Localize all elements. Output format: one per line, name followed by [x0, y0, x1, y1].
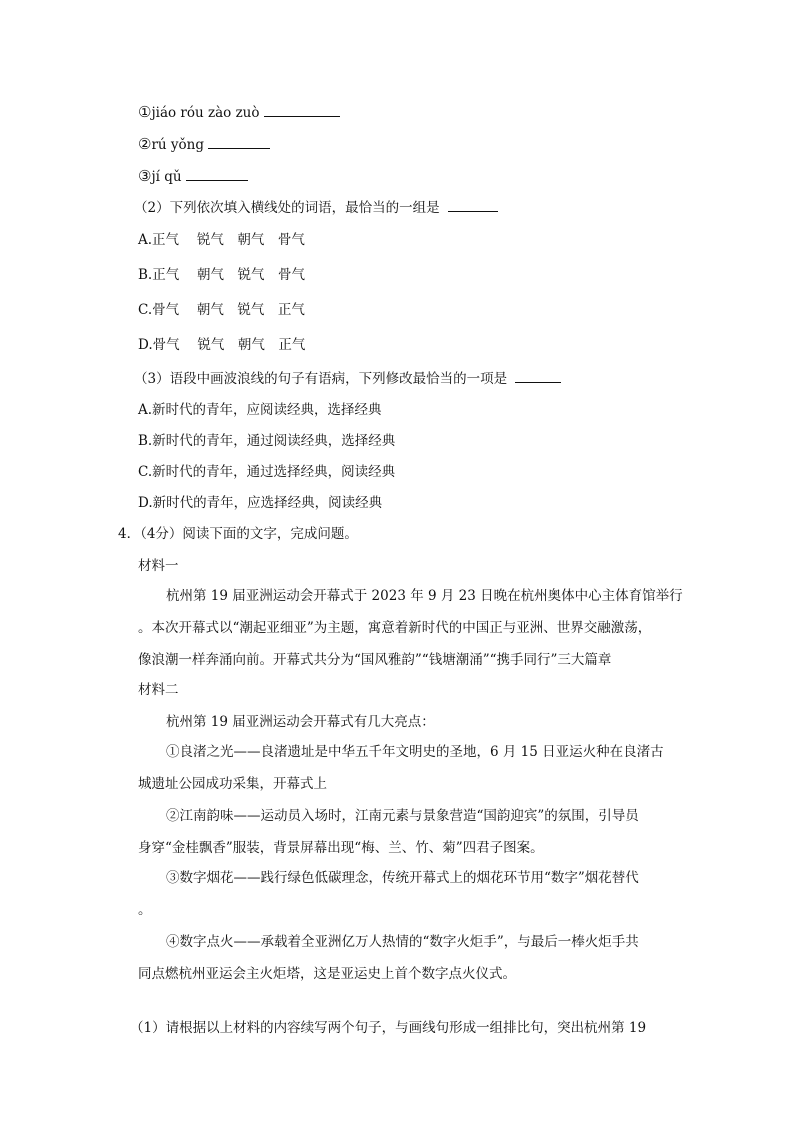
- q4-sub1: （1）请根据以上材料的内容续写两个句子，与画线句形成一组排比句，突出杭州第 19: [130, 1020, 647, 1036]
- material1-title: 材料一: [138, 558, 179, 574]
- item-number: ②: [138, 135, 152, 153]
- highlight-2: [138, 800, 658, 864]
- highlight-line: 。: [138, 902, 152, 918]
- pinyin-item-1: [138, 102, 340, 123]
- highlight-line: 身穿“金桂飘香”服装，背景屏幕出现“梅、兰、竹、菊”四君子图案。: [138, 840, 544, 856]
- highlight-line: ①良渚之光——良渚遗址是中华五千年文明史的圣地，6 月 15 日亚运火种在良渚古: [166, 744, 664, 760]
- highlight-1: [138, 736, 664, 800]
- material1-line: 。本次开幕式以“潮起亚细亚”为主题，寓意着新时代的中国正与亚洲、世界交融激荡，: [138, 620, 652, 636]
- pinyin-text: jí qǔ: [151, 169, 182, 185]
- pinyin-item-3: [138, 166, 248, 187]
- item-number: ③: [138, 167, 152, 185]
- q2-option-d[interactable]: D.骨气 锐气 朝气 正气: [138, 337, 306, 353]
- highlight-line: ③数字烟花——践行绿色低碳理念，传统开幕式上的烟花环节用“数字”烟花替代: [166, 870, 639, 886]
- q4-header: 4．（4分）阅读下面的文字，完成问题。: [118, 526, 358, 542]
- material2-intro: 杭州第 19 届亚洲运动会开幕式有几大亮点：: [166, 714, 435, 730]
- highlight-line: 城遗址公园成功采集，开幕式上: [138, 776, 327, 792]
- pinyin-text: rú yǒng: [151, 137, 204, 153]
- material1-line: 像浪潮一样奔涌向前。开幕式共分为“国风雅韵”“钱塘潮涌”“携手同行”三大篇章: [138, 652, 612, 668]
- answer-blank[interactable]: [515, 368, 561, 383]
- q2-option-a[interactable]: A.正气 锐气 朝气 骨气: [138, 232, 305, 248]
- answer-blank[interactable]: [208, 134, 270, 149]
- answer-blank[interactable]: [186, 166, 248, 181]
- pinyin-text: jiáo róu zào zuò: [151, 105, 260, 121]
- q2-prompt: （2）下列依次填入横线处的词语，最恰当的一组是: [134, 200, 440, 216]
- q2-prompt-line: [134, 197, 498, 218]
- item-number: ①: [138, 103, 152, 121]
- q3-option-c[interactable]: C.新时代的青年，通过选择经典，阅读经典: [138, 464, 396, 480]
- q3-prompt: （3）语段中画波浪线的句子有语病，下列修改最恰当的一项是: [134, 371, 508, 387]
- q3-option-b[interactable]: B.新时代的青年，通过阅读经典，选择经典: [138, 433, 396, 449]
- highlight-line: 同点燃杭州亚运会主火炬塔，这是亚运史上首个数字点火仪式。: [138, 966, 516, 982]
- material2-title: 材料二: [138, 682, 179, 698]
- material1-line: 杭州第 19 届亚洲运动会开幕式于 2023 年 9 月 23 日晚在杭州奥体中心主体育馆举行: [166, 588, 683, 604]
- pinyin-item-2: [138, 134, 270, 155]
- highlight-4: [138, 926, 658, 990]
- answer-blank[interactable]: [264, 102, 340, 117]
- q3-prompt-line: [134, 368, 561, 389]
- answer-blank[interactable]: [448, 197, 498, 212]
- highlight-line: ②江南韵味——运动员入场时，江南元素与景象营造“国韵迎宾”的氛围，引导员: [166, 808, 639, 824]
- q2-option-b[interactable]: B.正气 朝气 锐气 骨气: [138, 267, 306, 283]
- highlight-3: [138, 862, 658, 926]
- q2-option-c[interactable]: C.骨气 朝气 锐气 正气: [138, 302, 305, 318]
- q3-option-a[interactable]: A.新时代的青年，应阅读经典，选择经典: [138, 402, 382, 418]
- material1-text: [138, 580, 683, 676]
- highlight-line: ④数字点火——承载着全亚洲亿万人热情的“数字火炬手”，与最后一棒火炬手共: [166, 934, 639, 950]
- q3-option-d[interactable]: D.新时代的青年，应选择经典，阅读经典: [138, 495, 383, 511]
